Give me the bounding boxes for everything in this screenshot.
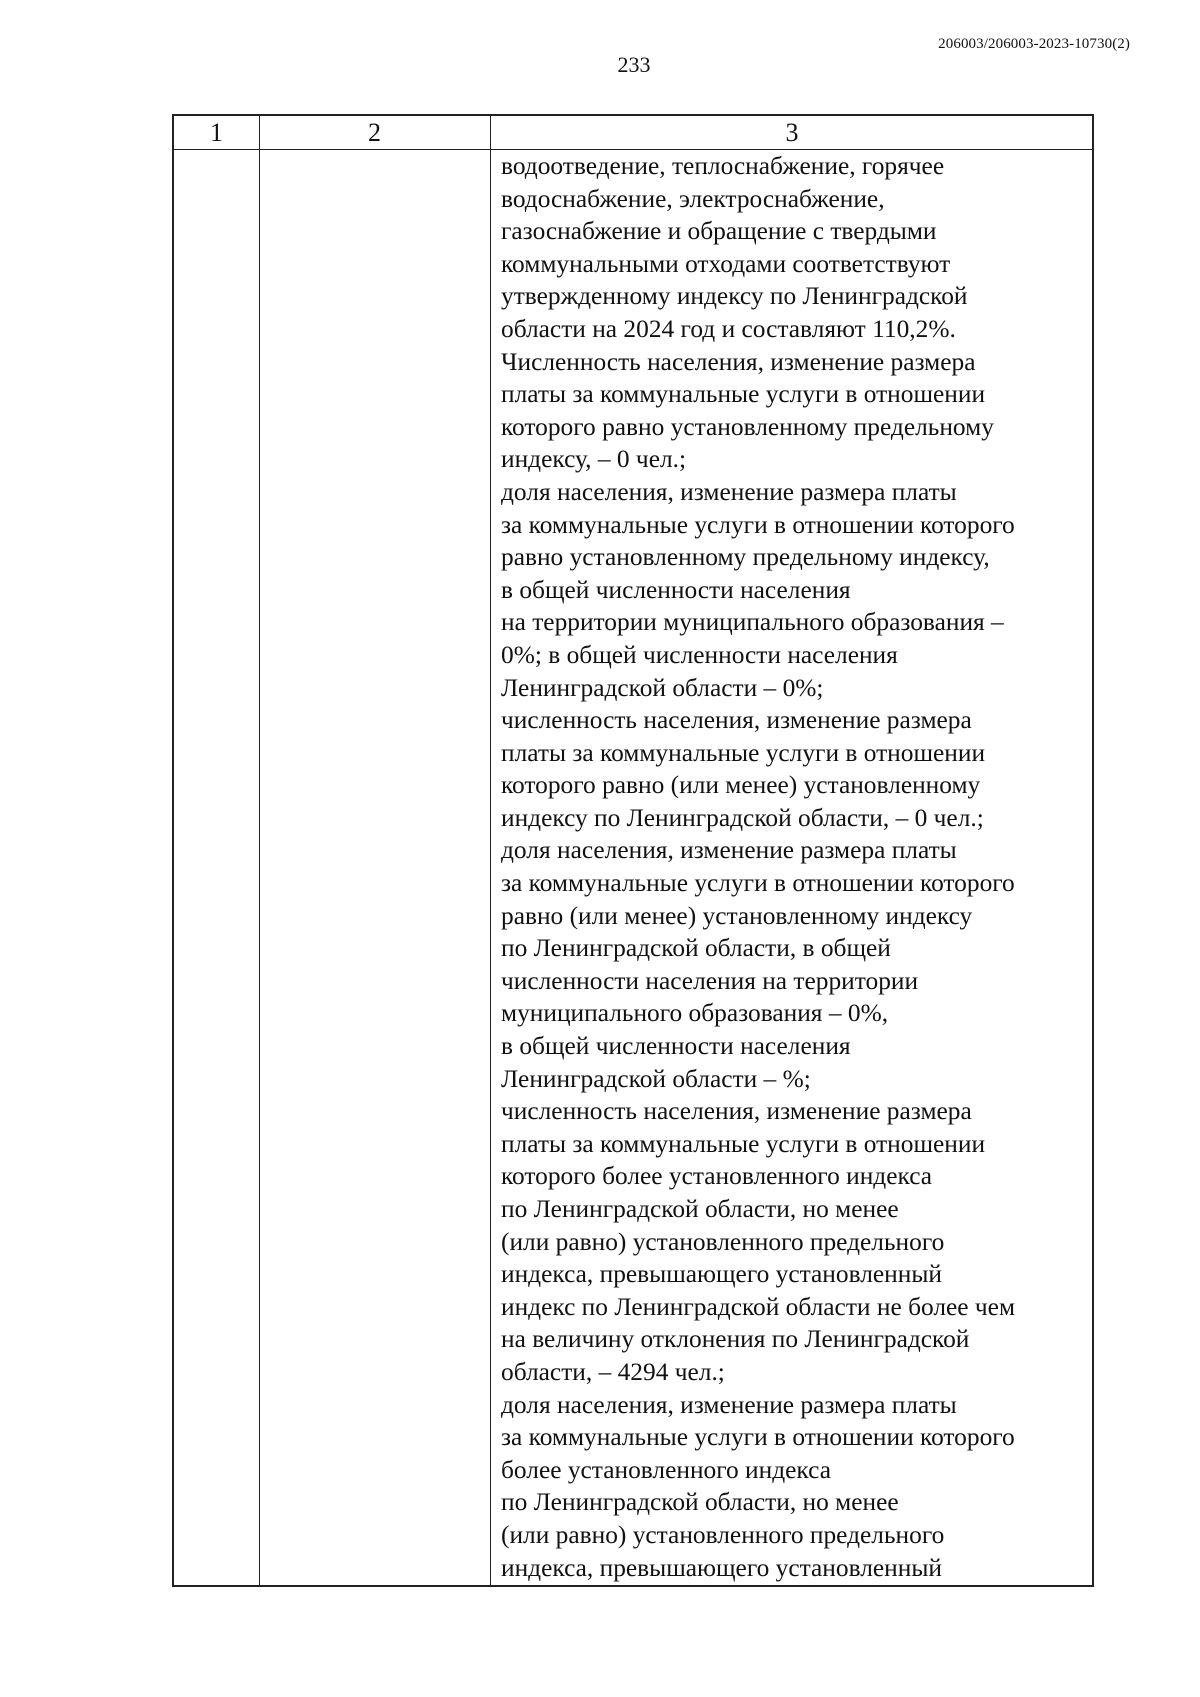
text-line: (или равно) установленного предельного [501,1227,945,1256]
text-line: численность населения, изменение размера [501,1097,972,1126]
text-line: области на 2024 год и составляют 110,2%. [501,314,956,343]
text-line: численности населения на территории [501,966,919,995]
text-line: индекса, превышающего установленный [501,1260,942,1289]
text-line: платы за коммунальные услуги в отношении [501,738,986,767]
column-3-text [501,150,1091,1584]
text-line: 0%; в общей численности населения [501,640,898,669]
text-line: доля населения, изменение размера платы [501,477,957,506]
text-line: равно (или менее) установленному индексу [501,901,973,930]
text-line: индекс по Ленинградской области не более чем [501,1292,1016,1321]
text-line: по Ленинградской области, но менее [501,1488,899,1517]
text-line: по Ленинградской области, в общей [501,934,891,963]
text-line: за коммунальные услуги в отношении которого [501,1423,1015,1452]
text-line: индекса, превышающего установленный [501,1553,942,1582]
text-line: газоснабжение и обращение с твердыми [501,217,937,246]
text-line: равно установленному предельному индексу, [501,543,990,572]
text-line: муниципального образования – 0%, [501,999,889,1028]
text-line: доля населения, изменение размера платы [501,836,957,865]
text-line: утвержденному индексу по Ленинградской [501,282,968,311]
text-line: более установленного индекса [501,1455,831,1484]
column-header-3: 3 [785,118,799,147]
page-number: 233 [617,52,651,77]
text-line: на территории муниципального образования – [501,608,1004,637]
text-line: доля населения, изменение размера платы [501,1390,957,1419]
text-line: в общей численности населения [501,1032,851,1061]
text-line: Ленинградской области – %; [501,1064,811,1093]
column-header-1: 1 [210,118,223,147]
column-divider-1 [259,116,260,1585]
column-divider-2 [490,116,491,1585]
text-line: которого равно установленному предельному [501,412,994,441]
text-line: платы за коммунальные услуги в отношении [501,380,986,409]
text-line: индексу, – 0 чел.; [501,445,687,474]
text-line: в общей численности населения [501,575,851,604]
document-id: 206003/206003-2023-10730(2) [938,36,1130,52]
text-line: за коммунальные услуги в отношении которого [501,869,1015,898]
text-line: водоотведение, теплоснабжение, горячее [501,152,945,180]
text-line: платы за коммунальные услуги в отношении [501,1129,986,1158]
text-line: по Ленинградской области, но менее [501,1195,899,1223]
text-line: которого более установленного индекса [501,1162,933,1191]
column-header-2: 2 [368,118,381,147]
text-line: за коммунальные услуги в отношении которого [501,510,1015,539]
text-line: водоснабжение, электроснабжение, [501,184,885,213]
text-line: Ленинградской области – 0%; [501,673,824,702]
text-line: области, – 4294 чел.; [501,1357,725,1386]
text-line: на величину отклонения по Ленинградской [501,1325,970,1354]
text-line: (или равно) установленного предельного [501,1520,945,1549]
content-table [172,114,1094,1587]
text-line: коммунальными отходами соответствуют [501,249,951,278]
text-line: которого равно (или менее) установленному [501,771,981,800]
text-line: индексу по Ленинградской области, – 0 чел.; [501,803,984,832]
text-line: численность населения, изменение размера [501,706,972,735]
text-line: Численность населения, изменение размера [501,347,976,376]
